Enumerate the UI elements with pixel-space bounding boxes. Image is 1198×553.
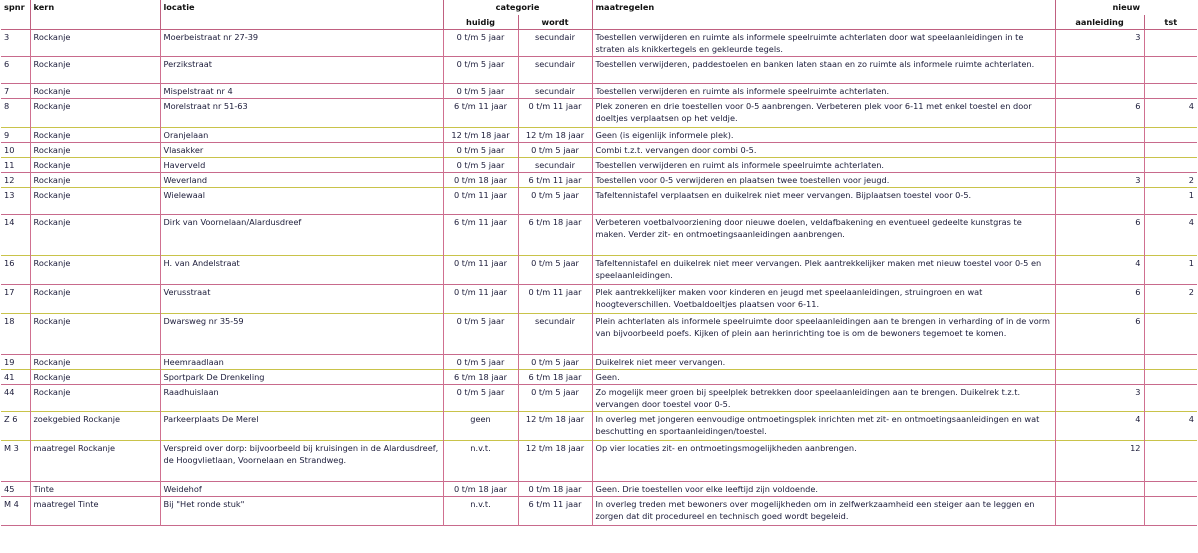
table-row bbox=[1, 285, 1197, 314]
header-row-2 bbox=[1, 15, 1197, 30]
table-row bbox=[1, 128, 1197, 143]
table-row bbox=[1, 256, 1197, 285]
cell-tst bbox=[1144, 30, 1197, 57]
cell-locatie: Parkeerplaats De Merel bbox=[160, 412, 443, 441]
cell-aanleiding bbox=[1055, 497, 1144, 526]
cell-wordt: 12 t/m 18 jaar bbox=[518, 412, 592, 441]
cell-aanleiding: 4 bbox=[1055, 256, 1144, 285]
cell-aanleiding: 3 bbox=[1055, 173, 1144, 188]
table-row bbox=[1, 385, 1197, 412]
cell-maatregelen: Zo mogelijk meer groen bij speelplek betrekken door speelaanleidingen aan te brengen. Duikelrek t.z.t. vervangen door toestel voor 0-5. bbox=[592, 385, 1055, 412]
cell-huidig: 6 t/m 11 jaar bbox=[443, 99, 518, 128]
cell-kern: Rockanje bbox=[30, 285, 160, 314]
cell-tst bbox=[1144, 128, 1197, 143]
cell-wordt: 0 t/m 5 jaar bbox=[518, 256, 592, 285]
table-row bbox=[1, 314, 1197, 355]
cell-maatregelen: Duikelrek niet meer vervangen. bbox=[592, 355, 1055, 370]
header-maatregelen: maatregelen bbox=[592, 0, 1055, 15]
cell-huidig: 0 t/m 5 jaar bbox=[443, 314, 518, 355]
cell-aanleiding: 6 bbox=[1055, 314, 1144, 355]
cell-tst bbox=[1144, 57, 1197, 84]
cell-aanleiding bbox=[1055, 355, 1144, 370]
table-row bbox=[1, 482, 1197, 497]
cell-spnr: 18 bbox=[4, 316, 15, 326]
cell-aanleiding bbox=[1055, 370, 1144, 385]
header-blank bbox=[1, 15, 30, 30]
cell-wordt: 0 t/m 5 jaar bbox=[518, 385, 592, 412]
cell-locatie: Heemraadlaan bbox=[160, 355, 443, 370]
cell-locatie: Dirk van Voornelaan/Alardusdreef bbox=[160, 215, 443, 256]
cell-spnr: 9 bbox=[4, 130, 10, 140]
cell-locatie: Haverveld bbox=[160, 158, 443, 173]
cell-huidig: n.v.t. bbox=[443, 497, 518, 526]
cell-maatregelen: Toestellen voor 0-5 verwijderen en plaatsen twee toestellen voor jeugd. bbox=[592, 173, 1055, 188]
cell-wordt: 6 t/m 11 jaar bbox=[518, 497, 592, 526]
table-row bbox=[1, 57, 1197, 84]
cell-locatie: Oranjelaan bbox=[160, 128, 443, 143]
cell-locatie: Mispelstraat nr 4 bbox=[160, 84, 443, 99]
cell-spnr: 14 bbox=[4, 217, 15, 227]
cell-kern: Rockanje bbox=[30, 173, 160, 188]
cell-maatregelen: Plein achterlaten als informele speelruimte door speelaanleidingen aan te brengen in verharding of in de vorm van bijvoorbeeld poefs. Kijken of plein aan herinrichting toe is om de bewoners tegemoet te komen. bbox=[592, 314, 1055, 355]
cell-kern: maatregel Tinte bbox=[30, 497, 160, 526]
cell-huidig: 0 t/m 5 jaar bbox=[443, 57, 518, 84]
header-tst: tst bbox=[1144, 15, 1197, 30]
table-row bbox=[1, 188, 1197, 215]
cell-tst bbox=[1144, 482, 1197, 497]
cell-aanleiding: 12 bbox=[1055, 441, 1144, 482]
cell-locatie: Dwarsweg nr 35-59 bbox=[160, 314, 443, 355]
cell-kern: Rockanje bbox=[30, 355, 160, 370]
cell-maatregelen: Toestellen verwijderen en ruimt als informele speelruimte achterlaten. bbox=[592, 158, 1055, 173]
cell-maatregelen: Geen. Drie toestellen voor elke leeftijd zijn voldoende. bbox=[592, 482, 1055, 497]
header-blank bbox=[30, 15, 160, 30]
cell-kern: Rockanje bbox=[30, 99, 160, 128]
cell-spnr: 7 bbox=[4, 86, 10, 96]
cell-tst: 4 bbox=[1144, 215, 1197, 256]
cell-locatie: Bij "Het ronde stuk" bbox=[160, 497, 443, 526]
cell-kern: maatregel Rockanje bbox=[30, 441, 160, 482]
table-row bbox=[1, 370, 1197, 385]
cell-wordt: secundair bbox=[518, 314, 592, 355]
cell-kern: zoekgebied Rockanje bbox=[30, 412, 160, 441]
cell-wordt: secundair bbox=[518, 57, 592, 84]
cell-aanleiding bbox=[1055, 482, 1144, 497]
cell-spnr: 12 bbox=[4, 175, 15, 185]
cell-huidig: 0 t/m 11 jaar bbox=[443, 188, 518, 215]
cell-wordt: 0 t/m 11 jaar bbox=[518, 285, 592, 314]
cell-tst bbox=[1144, 84, 1197, 99]
cell-kern: Rockanje bbox=[30, 188, 160, 215]
cell-kern: Rockanje bbox=[30, 30, 160, 57]
cell-wordt: 0 t/m 5 jaar bbox=[518, 188, 592, 215]
header-row-1 bbox=[1, 0, 1197, 15]
cell-aanleiding: 3 bbox=[1055, 385, 1144, 412]
cell-tst bbox=[1144, 497, 1197, 526]
header-kern: kern bbox=[30, 0, 160, 15]
cell-spnr: 41 bbox=[4, 372, 15, 382]
cell-tst bbox=[1144, 158, 1197, 173]
cell-huidig: 0 t/m 5 jaar bbox=[443, 158, 518, 173]
cell-locatie: Raadhuislaan bbox=[160, 385, 443, 412]
table-row bbox=[1, 99, 1197, 128]
cell-kern: Rockanje bbox=[30, 256, 160, 285]
cell-wordt: secundair bbox=[518, 84, 592, 99]
cell-huidig: 6 t/m 11 jaar bbox=[443, 215, 518, 256]
cell-aanleiding bbox=[1055, 84, 1144, 99]
cell-locatie: Vlasakker bbox=[160, 143, 443, 158]
cell-tst: 4 bbox=[1144, 99, 1197, 128]
cell-tst: 2 bbox=[1144, 285, 1197, 314]
cell-spnr: 19 bbox=[4, 357, 15, 367]
table-row bbox=[1, 215, 1197, 256]
table-row bbox=[1, 355, 1197, 370]
cell-tst: 4 bbox=[1144, 412, 1197, 441]
cell-locatie: Moerbeistraat nr 27-39 bbox=[160, 30, 443, 57]
table-body bbox=[1, 30, 1197, 526]
cell-aanleiding: 4 bbox=[1055, 412, 1144, 441]
cell-maatregelen: Verbeteren voetbalvoorziening door nieuwe doelen, veldafbakening en eventueel gedeelte kunstgras te maken. Verder zit- en ontmoetingsaanleidingen aanbrengen. bbox=[592, 215, 1055, 256]
header-spnr: spnr bbox=[4, 2, 25, 12]
header-wordt: wordt bbox=[518, 15, 592, 30]
cell-spnr: 45 bbox=[4, 484, 15, 494]
cell-maatregelen: Geen. bbox=[592, 370, 1055, 385]
table-row bbox=[1, 158, 1197, 173]
header-blank bbox=[592, 15, 1055, 30]
cell-tst: 1 bbox=[1144, 256, 1197, 285]
cell-maatregelen: Op vier locaties zit- en ontmoetingsmogelijkheden aanbrengen. bbox=[592, 441, 1055, 482]
cell-spnr: 44 bbox=[4, 387, 15, 397]
header-categorie: categorie bbox=[443, 0, 592, 15]
cell-wordt: secundair bbox=[518, 158, 592, 173]
cell-huidig: 0 t/m 18 jaar bbox=[443, 173, 518, 188]
cell-wordt: 0 t/m 5 jaar bbox=[518, 355, 592, 370]
cell-locatie: H. van Andelstraat bbox=[160, 256, 443, 285]
cell-kern: Rockanje bbox=[30, 370, 160, 385]
cell-maatregelen: In overleg met jongeren eenvoudige ontmoetingsplek inrichten met zit- en ontmoetingsaanleidingen en wat beschutting en sportaanleidingen/toestel. bbox=[592, 412, 1055, 441]
cell-tst bbox=[1144, 355, 1197, 370]
cell-locatie: Verusstraat bbox=[160, 285, 443, 314]
cell-spnr: 6 bbox=[4, 59, 10, 69]
cell-aanleiding bbox=[1055, 188, 1144, 215]
cell-tst bbox=[1144, 441, 1197, 482]
cell-tst: 2 bbox=[1144, 173, 1197, 188]
cell-huidig: 12 t/m 18 jaar bbox=[443, 128, 518, 143]
cell-huidig: 0 t/m 11 jaar bbox=[443, 285, 518, 314]
cell-locatie: Sportpark De Drenkeling bbox=[160, 370, 443, 385]
table-row bbox=[1, 173, 1197, 188]
cell-maatregelen: Tafeltennistafel en duikelrek niet meer vervangen. Plek aantrekkelijker maken met nieuw toestel voor 0-5 en speelaanleidingen. bbox=[592, 256, 1055, 285]
table-row bbox=[1, 497, 1197, 526]
table-row bbox=[1, 84, 1197, 99]
header-nieuw: nieuw bbox=[1055, 0, 1197, 15]
cell-maatregelen: Plek zoneren en drie toestellen voor 0-5 aanbrengen. Verbeteren plek voor 6-11 met enkel toestel en door doeltjes verplaatsen op het veldje. bbox=[592, 99, 1055, 128]
cell-maatregelen: Plek aantrekkelijker maken voor kinderen en jeugd met speelaanleidingen, struingroen en wat hoogteverschillen. Voetbaldoeltjes plaatsen voor 6-11. bbox=[592, 285, 1055, 314]
cell-huidig: 0 t/m 18 jaar bbox=[443, 482, 518, 497]
cell-kern: Tinte bbox=[30, 482, 160, 497]
table-row bbox=[1, 441, 1197, 482]
cell-aanleiding: 3 bbox=[1055, 30, 1144, 57]
cell-wordt: 12 t/m 18 jaar bbox=[518, 441, 592, 482]
cell-spnr: Z 6 bbox=[4, 414, 18, 424]
cell-kern: Rockanje bbox=[30, 143, 160, 158]
cell-wordt: secundair bbox=[518, 30, 592, 57]
cell-aanleiding bbox=[1055, 57, 1144, 84]
header-locatie: locatie bbox=[160, 0, 443, 15]
table-row bbox=[1, 412, 1197, 441]
cell-locatie: Weverland bbox=[160, 173, 443, 188]
cell-aanleiding bbox=[1055, 128, 1144, 143]
table-row bbox=[1, 30, 1197, 57]
cell-maatregelen: Combi t.z.t. vervangen door combi 0-5. bbox=[592, 143, 1055, 158]
cell-maatregelen: Geen (is eigenlijk informele plek). bbox=[592, 128, 1055, 143]
cell-wordt: 6 t/m 18 jaar bbox=[518, 370, 592, 385]
cell-spnr: 16 bbox=[4, 258, 15, 268]
cell-locatie: Weidehof bbox=[160, 482, 443, 497]
cell-tst bbox=[1144, 314, 1197, 355]
cell-spnr: M 3 bbox=[4, 443, 19, 453]
cell-wordt: 6 t/m 11 jaar bbox=[518, 173, 592, 188]
cell-kern: Rockanje bbox=[30, 158, 160, 173]
cell-locatie: Verspreid over dorp: bijvoorbeeld bij kruisingen in de Alardusdreef, de Hoogvlietlaan, Voornelaan en Strandweg. bbox=[160, 441, 443, 482]
cell-maatregelen: Tafeltennistafel verplaatsen en duikelrek niet meer vervangen. Bijplaatsen toestel voor 0-5. bbox=[592, 188, 1055, 215]
cell-tst bbox=[1144, 370, 1197, 385]
cell-huidig: 0 t/m 5 jaar bbox=[443, 30, 518, 57]
cell-wordt: 0 t/m 11 jaar bbox=[518, 99, 592, 128]
cell-tst: 1 bbox=[1144, 188, 1197, 215]
cell-spnr: M 4 bbox=[4, 499, 19, 509]
cell-kern: Rockanje bbox=[30, 57, 160, 84]
measures-table bbox=[1, 0, 1197, 526]
cell-tst bbox=[1144, 143, 1197, 158]
cell-spnr: 13 bbox=[4, 190, 15, 200]
cell-aanleiding bbox=[1055, 158, 1144, 173]
cell-huidig: n.v.t. bbox=[443, 441, 518, 482]
cell-huidig: 0 t/m 5 jaar bbox=[443, 355, 518, 370]
cell-wordt: 12 t/m 18 jaar bbox=[518, 128, 592, 143]
header-huidig: huidig bbox=[443, 15, 518, 30]
cell-tst bbox=[1144, 385, 1197, 412]
header-aanleiding: aanleiding bbox=[1055, 15, 1144, 30]
cell-huidig: 6 t/m 18 jaar bbox=[443, 370, 518, 385]
cell-maatregelen: Toestellen verwijderen en ruimte als informele speelruimte achterlaten. bbox=[592, 84, 1055, 99]
cell-wordt: 6 t/m 18 jaar bbox=[518, 215, 592, 256]
cell-spnr: 3 bbox=[4, 32, 10, 42]
cell-locatie: Morelstraat nr 51-63 bbox=[160, 99, 443, 128]
cell-huidig: 0 t/m 5 jaar bbox=[443, 84, 518, 99]
cell-spnr: 8 bbox=[4, 101, 10, 111]
cell-spnr: 11 bbox=[4, 160, 15, 170]
cell-kern: Rockanje bbox=[30, 128, 160, 143]
cell-aanleiding: 6 bbox=[1055, 285, 1144, 314]
cell-aanleiding: 6 bbox=[1055, 99, 1144, 128]
cell-kern: Rockanje bbox=[30, 385, 160, 412]
cell-locatie: Perzikstraat bbox=[160, 57, 443, 84]
cell-aanleiding bbox=[1055, 143, 1144, 158]
cell-maatregelen: Toestellen verwijderen, paddestoelen en banken laten staan en zo ruimte als informele ruimte achterlaten. bbox=[592, 57, 1055, 84]
cell-locatie: Wielewaal bbox=[160, 188, 443, 215]
cell-huidig: 0 t/m 11 jaar bbox=[443, 256, 518, 285]
cell-maatregelen: In overleg treden met bewoners over mogelijkheden om in zelfwerkzaamheid een steiger aan te leggen en zorgen dat dit procedureel en technisch goed wordt begeleid. bbox=[592, 497, 1055, 526]
cell-wordt: 0 t/m 5 jaar bbox=[518, 143, 592, 158]
cell-kern: Rockanje bbox=[30, 215, 160, 256]
cell-aanleiding: 6 bbox=[1055, 215, 1144, 256]
table-row bbox=[1, 143, 1197, 158]
cell-kern: Rockanje bbox=[30, 84, 160, 99]
cell-maatregelen: Toestellen verwijderen en ruimte als informele speelruimte achterlaten door wat speelaanleidingen in te straten als knikkertegels en gekleurde tegels. bbox=[592, 30, 1055, 57]
cell-wordt: 0 t/m 18 jaar bbox=[518, 482, 592, 497]
header-blank bbox=[160, 15, 443, 30]
cell-spnr: 10 bbox=[4, 145, 15, 155]
cell-huidig: 0 t/m 5 jaar bbox=[443, 385, 518, 412]
cell-spnr: 17 bbox=[4, 287, 15, 297]
cell-huidig: geen bbox=[443, 412, 518, 441]
cell-kern: Rockanje bbox=[30, 314, 160, 355]
cell-huidig: 0 t/m 5 jaar bbox=[443, 143, 518, 158]
